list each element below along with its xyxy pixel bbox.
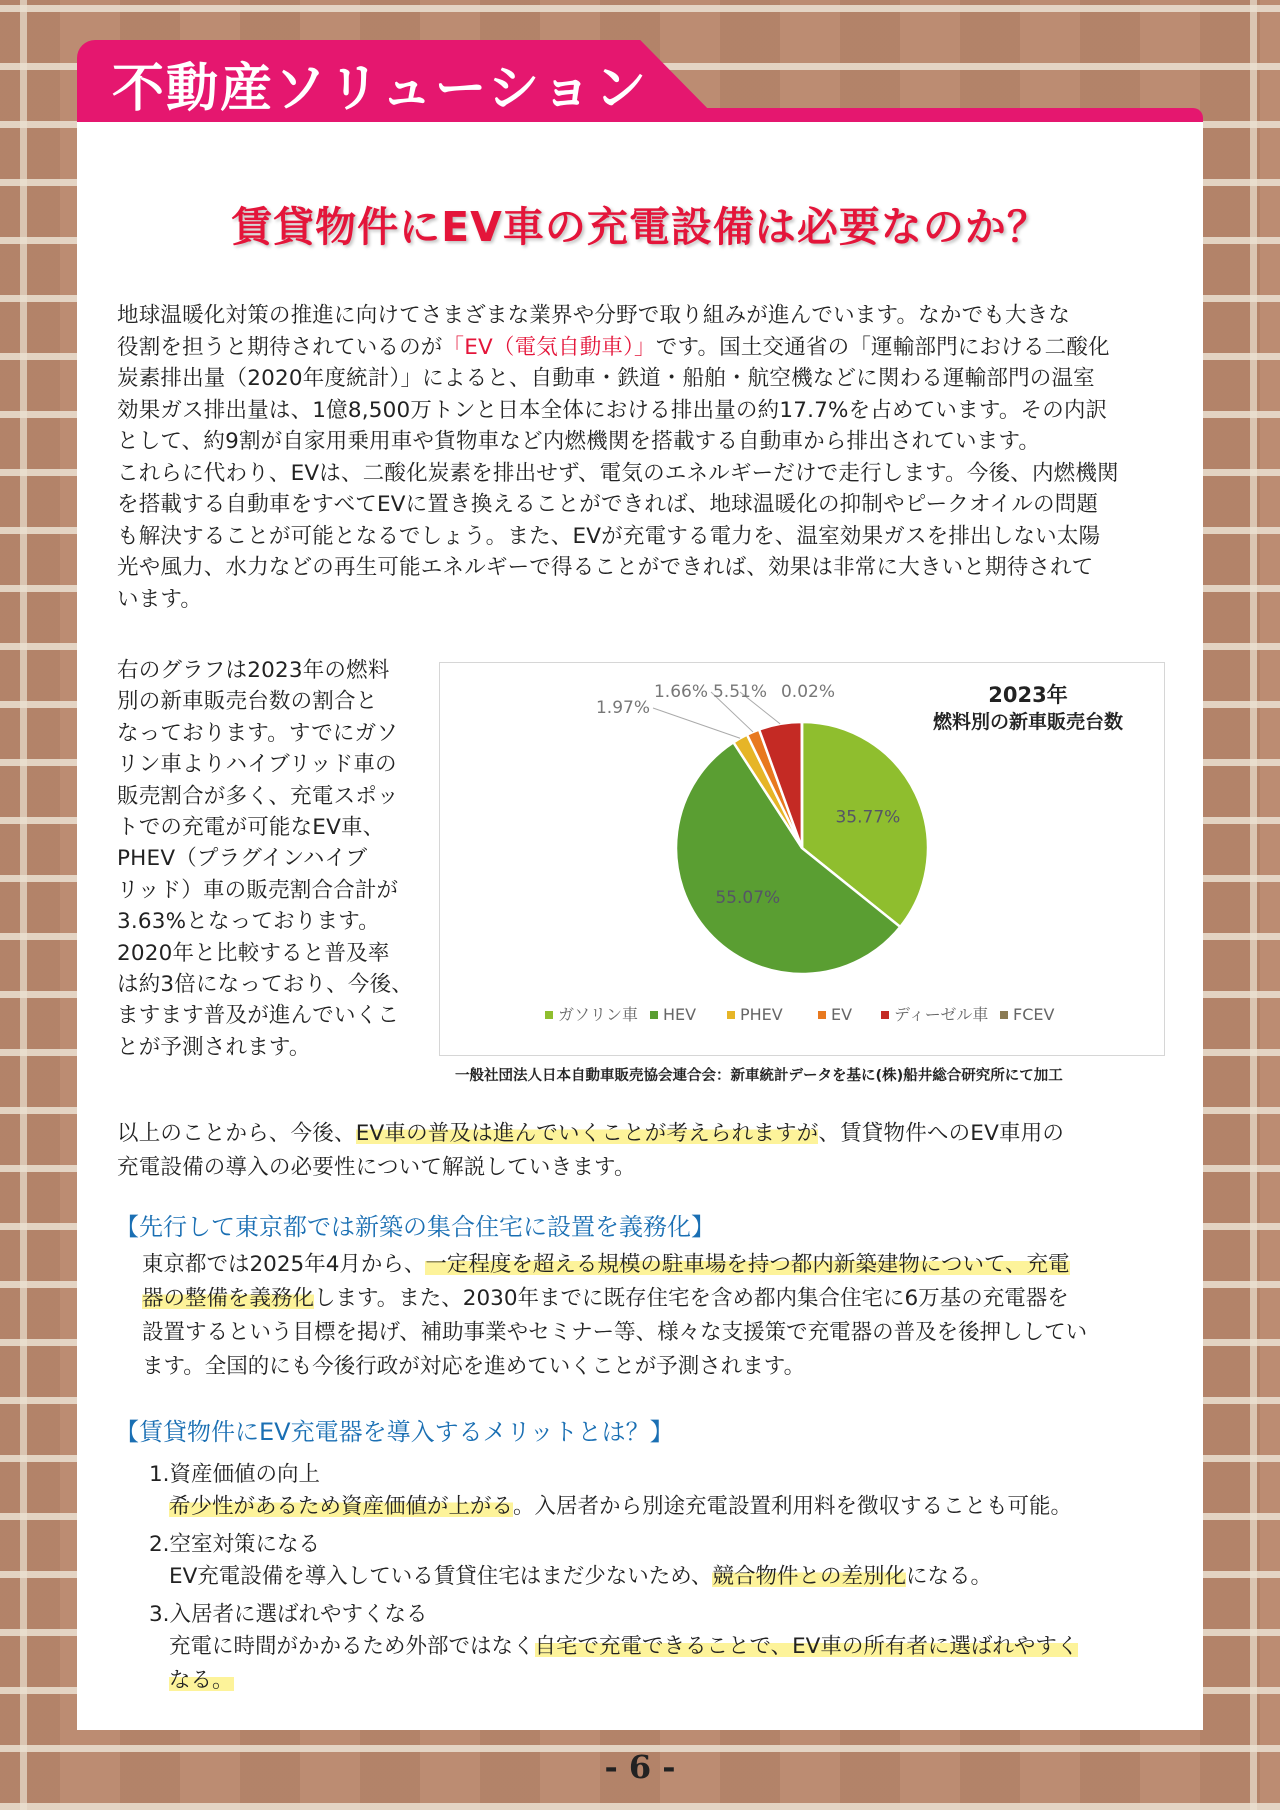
merit-2-body: EV充電設備を導入している賃貸住宅はまだ少ないため、競合物件との差別化になる。: [169, 1564, 992, 1589]
side-line: とが予測されます。: [117, 1034, 311, 1060]
ev-highlight: 「EV（電気自動車）」: [442, 334, 656, 360]
intro-line: 地球温暖化対策の推進に向けてさまざまな業界や分野で取り組みが進んでいます。なかでも大きな: [117, 303, 1071, 328]
conclusion-paragraph: [117, 1117, 1177, 1185]
legend-swatch-5: [1000, 1011, 1008, 1019]
body-line: 設置するという目標を掲げ、補助事業やセミナー等、様々な支援策で充電器の普及を後押ししてい: [142, 1320, 1088, 1345]
side-paragraph: [117, 655, 437, 1063]
pie-leader-2: [653, 708, 740, 738]
body-line: [169, 1664, 1179, 1698]
legend-swatch-3: [818, 1011, 826, 1019]
merit-3-body: [169, 1630, 1179, 1698]
merit-2-title: 2.空室対策になる: [149, 1532, 321, 1557]
intro-line: 役割を担うと期待されているのが「EV（電気自動車）」です。国土交通省の「運輸部門における二酸化: [117, 334, 1110, 360]
body-line: 充電に時間がかかるため外部ではなく自宅で充電できることで、EV車の所有者に選ばれやすく: [169, 1634, 1079, 1659]
intro-line: います。: [117, 586, 203, 612]
legend-label-5: FCEV: [1013, 1005, 1055, 1024]
legend-label-4: ディーゼル車: [894, 1005, 989, 1024]
side-line: 2020年と比較すると普及率: [117, 940, 390, 966]
conclusion-line: 以上のことから、今後、EV車の普及は進んでいくことが考えられますが、賃貸物件へのEV車用の: [117, 1121, 1065, 1146]
section-heading-merits: 【賃貸物件にEV充電器を導入するメリットとは？】: [115, 1418, 674, 1446]
pie-label-3: 1.66%: [653, 682, 708, 702]
side-line: は約3倍になっており、今後、: [117, 972, 413, 998]
side-line: 別の新車販売台数の割合と: [117, 689, 378, 715]
pie-label-1: 55.07%: [715, 887, 781, 908]
legend-label-1: HEV: [663, 1005, 697, 1024]
side-line: リン車よりハイブリッド車の: [117, 752, 397, 778]
merit-1-title: 1.資産価値の向上: [149, 1462, 321, 1487]
pie-chart: [440, 663, 1164, 1055]
side-line: リッド）車の販売割合合計が: [117, 877, 399, 903]
source-note: 一般社団法人日本自動車販売協会連合会：新車統計データを基に(株)船井総合研究所にて加工: [455, 1068, 1063, 1084]
intro-line: も解決することが可能となるでしょう。また、EVが充電する電力を、温室効果ガスを排出しない太陽: [117, 523, 1101, 549]
pie-label-5: 0.02%: [780, 682, 836, 702]
pie-label-0: 35.77%: [835, 807, 901, 828]
legend-swatch-4: [881, 1011, 889, 1019]
pie-label-2: 1.97%: [595, 698, 650, 718]
section-tokyo-body: [142, 1248, 1182, 1384]
legend-swatch-2: [727, 1011, 735, 1019]
highlight: 一定程度を超える規模の駐車場を持つ都内新築建物について、充電: [425, 1252, 1070, 1277]
intro-line: を搭載する自動車をすべてEVに置き換えることができれば、地球温暖化の抑制やピークオイルの問題: [117, 492, 1099, 517]
side-line: ますます普及が進んでいくこ: [117, 1003, 400, 1029]
legend-label-3: EV: [831, 1005, 853, 1024]
highlight: なる。: [169, 1668, 234, 1693]
header-title: 不動産ソリューション: [112, 59, 649, 119]
side-line: 販売割合が多く、充電スポッ: [117, 783, 399, 809]
legend-label-2: PHEV: [740, 1005, 783, 1024]
side-line: 右のグラフは2023年の燃料: [117, 658, 390, 683]
side-line: PHEV（プラグインハイブ: [117, 846, 368, 872]
intro-line: 効果ガス排出量は、1億8,500万トンと日本全体における排出量の約17.7%を占めています。その内訳: [117, 397, 1108, 423]
legend-swatch-0: [545, 1011, 553, 1019]
intro-line: 炭素排出量（2020年度統計）」によると、自動車・鉄道・船舶・航空機などに関わる運輸部門の温室: [117, 366, 1095, 391]
legend-label-0: ガソリン車: [558, 1005, 639, 1024]
highlight: 自宅で充電できることで、EV車の所有者に選ばれやすく: [534, 1634, 1079, 1659]
intro-line: として、約9割が自家用乗用車や貨物車など内燃機関を搭載する自動車から排出されています。: [117, 429, 1041, 454]
section-heading-tokyo: 【先行して東京都では新築の集合住宅に設置を義務化】: [115, 1213, 715, 1241]
body-line: 器の整備を義務化します。また、2030年までに既存住宅を含め都内集合住宅に6万基の充電器を: [142, 1286, 1069, 1311]
content-panel: [77, 122, 1203, 1730]
side-line: 3.63%となっております。: [117, 909, 380, 935]
chart-subtitle: 燃料別の新車販売台数: [932, 711, 1124, 733]
intro-line: これらに代わり、EVは、二酸化炭素を排出せず、電気のエネルギーだけで走行します。今後、内燃機関: [117, 460, 1119, 486]
side-line: トでの充電が可能なEV車、: [117, 815, 385, 841]
highlight: EV車の普及は進んでいくことが考えられますが: [355, 1121, 819, 1146]
body-line: 東京都では2025年4月から、一定程度を超える規模の駐車場を持つ都内新築建物について、充電: [142, 1252, 1070, 1277]
main-title: 賃貸物件にEV車の充電設備は必要なのか？: [231, 203, 1049, 251]
intro-paragraph: [117, 300, 1177, 615]
pie-chart-box: [439, 662, 1165, 1056]
highlight: 競合物件との差別化: [712, 1564, 906, 1589]
side-line: なっております。すでにガソ: [117, 720, 399, 746]
merit-3-title: 3.入居者に選ばれやすくなる: [149, 1602, 428, 1627]
pie-label-4: 5.51%: [712, 682, 768, 702]
legend-swatch-1: [650, 1011, 658, 1019]
conclusion-line: 充電設備の導入の必要性について解説していきます。: [117, 1155, 636, 1180]
brick-mortar: [20, 0, 27, 1810]
chart-title: 2023年: [988, 683, 1068, 707]
page-number: - 6 -: [604, 1748, 676, 1786]
highlight: 希少性があるため資産価値が上がる: [169, 1494, 514, 1519]
highlight: 器の整備を義務化: [142, 1286, 315, 1311]
merit-1-body: 希少性があるため資産価値が上がる。入居者から別途充電設置利用料を徴収することも可能。: [169, 1494, 1073, 1519]
intro-line: 光や風力、水力などの再生可能エネルギーで得ることができれば、効果は非常に大きいと期待されて: [117, 555, 1094, 580]
body-line: ます。全国的にも今後行政が対応を進めていくことが予測されます。: [142, 1354, 806, 1379]
brick-mortar: [1250, 0, 1257, 1810]
